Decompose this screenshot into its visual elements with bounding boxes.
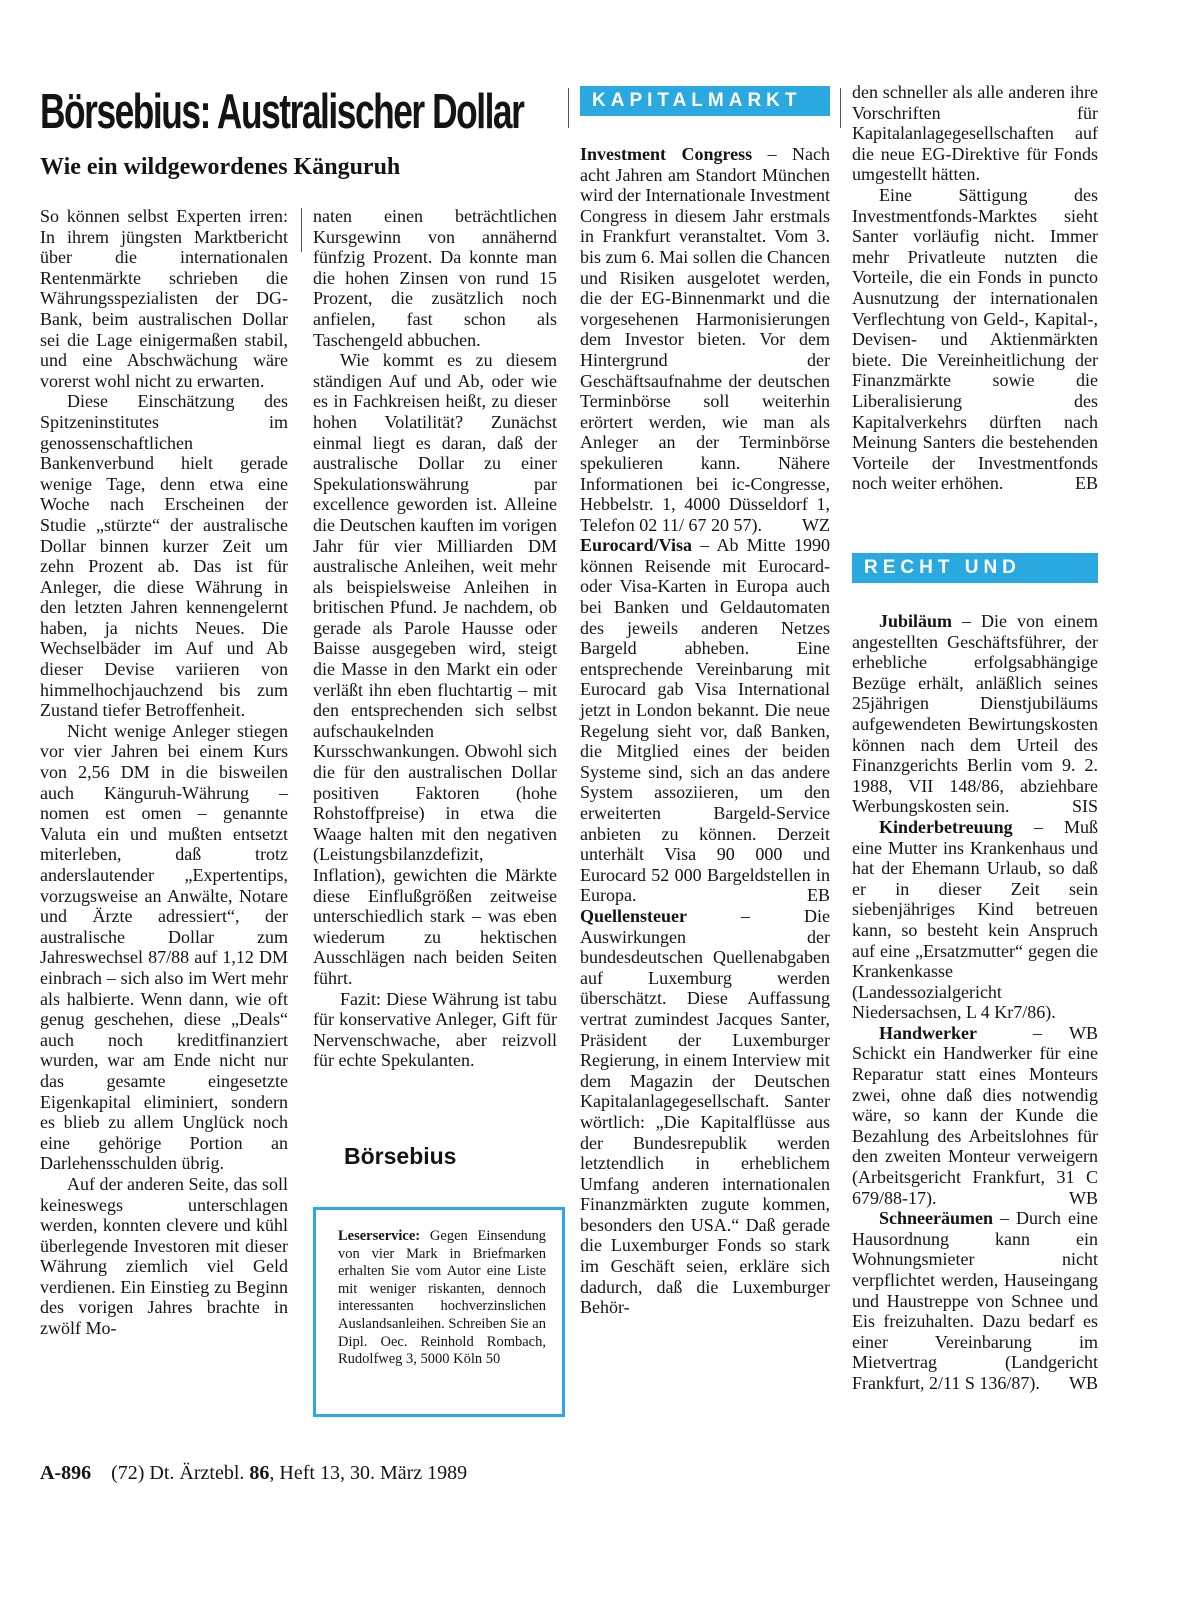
volume-number: 86 — [249, 1462, 270, 1484]
news-head: Handwerker — [879, 1022, 977, 1043]
news-head: Quellensteuer — [580, 905, 687, 926]
paragraph: Nicht wenige Anleger stiegen vor vier Jahren bei einem Kurs von 2,56 DM in die bisweilen auch Känguruh-Währung – nomen est omen – genannte Valuta ein und mußten entsetzt miterleben, daß trotz anderslautender „Expertentips, vorzugsweise an Anwälte, Notare und Ärzte adressiert“, der australische Dollar zum Jahreswechsel 87/88 auf 1,12 DM einbrach – sich also im Wert mehr als halbierte. Wenn dann, wie oft genug geschehen, diese „Deals“ auch noch kreditfinanziert wurden, war am Ende nicht nur das gesamte eingesetzte Eigenkapital eliminiert, sondern es blieb zu allem Unglück noch eine gehörige Portion an Darlehensschulden übrig. — [40, 720, 288, 1174]
paragraph: So können selbst Experten irren: In ihrem jüngsten Marktbericht über die internationalen Rentenmärkte schrieben die Währungsspezialisten der DG-Bank, beim australischen Dollar sei die Lage einigermaßen stabil, und eine Abschwächung wäre vorerst wohl nicht zu erwarten. — [40, 206, 288, 391]
author-initials: WB — [1069, 1187, 1098, 1208]
news-item — [580, 535, 830, 906]
author-initials: EB — [806, 885, 830, 906]
news-item — [852, 1208, 1098, 1393]
paragraph: Fazit: Diese Währung ist tabu für konservative Anleger, Gift für Nervenschwache, aber reizvoll für echte Spekulanten. — [313, 988, 557, 1071]
article-title: Börsebius: Australischer Dollar — [40, 85, 524, 139]
news-text: – Ab Mitte 1990 können Reisende mit Eurocard- oder Visa-Karten in Europa auch bei Banken und Geldautomaten des jeweils anderen Netzes Bargeld abheben. Eine entsprechende Vereinbarung mit Eurocard gab Visa International jetzt in London bekannt. Die neue Regelung sieht vor, daß Banken, die Mitglied eines der beiden Systeme sind, sich an das andere System assoziieren, um den erweiterten Bargeld-Service anbieten zu können. Derzeit unterhält Visa 90 000 und Eurocard 52 000 Bargeldstellen in Europa. — [580, 535, 830, 906]
author-initials: WZ — [802, 514, 830, 535]
news-item — [580, 144, 830, 535]
news-head: Kinderbetreuung — [879, 816, 1013, 837]
news-text: – Durch eine Hausordnung kann ein Wohnungsmieter nicht verpflichtet werden, Hauseingang und Haustreppe von Schnee und Eis freizuhalten. Dazu bedarf es einer Vereinbarung im Mietvertrag (Landgericht Frankfurt, 2/11 S 136/87). — [852, 1208, 1098, 1393]
column-1 — [40, 206, 288, 1339]
reader-service-box — [313, 1207, 565, 1417]
page-number: A-896 — [40, 1462, 92, 1484]
paragraph: Auf der anderen Seite, das soll keineswegs unterschlagen werden, konnten clevere und kühl überlegende Investoren mit dieser Währung ziemlich viel Geld verdienen. Ein Einstieg zu Beginn des vorigen Jahres brachte in zwölf Mo- — [40, 1173, 288, 1339]
reader-service-text: Gegen Einsendung von vier Mark in Briefmarken erhalten Sie vom Autor eine Liste mit weniger riskanten, dennoch interessanten hochverzinslichen Auslandsanleihen. Schreiben Sie an Dipl. Oec. Reinhold Rombach, Rudolfweg 3, 5000 Köln 50 — [338, 1228, 546, 1368]
news-text: – Schickt ein Handwerker für eine Reparatur statt eines Monteurs zwei, ohne daß dies notwendig wäre, so kann der Kunde die Bezahlung des Arbeitslohnes für den zweiten Monteur verweigern (Arbeitsgericht Frankfurt, 31 C 679/88-17). — [852, 1022, 1098, 1208]
author-initials: EB — [1074, 473, 1098, 494]
news-text: – Die von einem angestellten Geschäftsführer, der erhebliche erfolgsabhängige Bezüge erhält, anläßlich seines 25jährigen Dienstjubiläums aufgewendeten Bewirtungskosten können nach dem Urteil des Finanzgerichts Berlin vom 9. 2. 1988, VII 148/86, abziehbare Werbungskosten sein. — [852, 611, 1098, 817]
source-label: (72) Dt. Ärztebl. — [111, 1462, 245, 1484]
news-text: – Nach acht Jahren am Standort München wird der Internationale Investment Congress in diesem Jahr erstmals in Frankfurt veranstaltet. Vom 3. bis zum 6. Mai sollen die Chancen und Risiken ausgelotet werden, die der EG-Binnenmarkt und die vorgesehenen Harmonisierungen dem Investor bieten. Vor dem Hintergrund der Geschäftsaufnahme der deutschen Terminbörse soll weiterhin erörtert werden, wie man als Anleger an der Terminbörse spekulieren kann. Nähere Informationen bei ic-Congresse, Hebbelstr. 1, 4000 Düsseldorf 1, Telefon 02 11/ 67 20 57). — [580, 144, 830, 535]
column-divider — [840, 88, 841, 128]
news-head: Investment Congress — [580, 144, 753, 164]
column-4-lower — [852, 611, 1098, 1394]
author-name: Börsebius — [344, 1143, 457, 1169]
article-subtitle: Wie ein wildgewordenes Känguruh — [40, 154, 401, 180]
column-divider — [568, 88, 569, 128]
column-divider — [301, 208, 302, 252]
column-2 — [313, 206, 557, 1071]
paragraph-text: Eine Sättigung des Investmentfonds-Marktes sieht Santer vorläufig nicht. Immer mehr Privatleute nutzten die Vorteile, die ein Fonds in puncto Ausnutzung der internationalen Verflechtung von Geld-, Kapital-, Devisen- und Aktienmärkten biete. Die Vereinheitlichung der Finanzmärkte sowie die Liberalisierung des Kapitalverkehrs dürften nach Meinung Santers die bestehenden Vorteile der Investmentfonds noch weiter erhöhen. — [852, 184, 1098, 494]
news-head: Jubiläum — [879, 611, 953, 631]
reader-service-head: Leserservice: — [338, 1228, 421, 1244]
page-footer — [40, 1462, 467, 1485]
news-item — [852, 611, 1098, 817]
author-initials: WB — [1069, 1022, 1098, 1043]
section-band-recht-und-steuer: RECHT UND STEUER — [852, 553, 1098, 583]
news-text: – Die Auswirkungen der bundesdeutschen Quellenabgaben auf Luxemburg werden überschätzt. Diese Auffassung vertrat zumindest Jacques Santer, Präsident der Luxemburger Regierung, in einem Interview mit dem Magazin der Deutschen Kapitalanlagegesellschaft. Santer wörtlich: „Die Kapitalflüsse aus der Bundesrepublik werden letztendlich in erheblichem Umfang anderen internationalen Finanzmärkten zugute kommen, besonders den USA.“ Daß gerade die Luxemburger Fonds so stark im Geschäft seien, erkläre sich dadurch, daß die Luxemburger Behör- — [580, 905, 830, 1318]
author-initials: WB — [1069, 1372, 1098, 1393]
news-text: – Muß eine Mutter ins Krankenhaus und hat der Ehemann Urlaub, so daß er in dieser Zeit sein siebenjähriges Kind betreuen kann, so besteht kein Anspruch auf eine „Ersatzmutter“ gegen die Krankenkasse (Landessozialgericht Niedersachsen, L 4 Kr7/86). — [852, 816, 1098, 1023]
section-band-kapitalmarkt: KAPITALMARKT — [580, 86, 830, 116]
column-4 — [852, 82, 1098, 494]
news-head: Eurocard/Visa — [580, 535, 693, 556]
paragraph — [852, 185, 1098, 494]
paragraph: den schneller als alle anderen ihre Vorschriften für Kapitalanlagegesellschaften auf die neue EG-Direktive für Fonds umgestellt hätten. — [852, 82, 1098, 185]
paragraph: naten einen beträchtlichen Kursgewinn von annähernd fünfzig Prozent. Da konnte man die hohen Zinsen von rund 15 Prozent, die zusätzlich noch anfielen, fast schon als Taschengeld abbuchen. — [313, 206, 557, 350]
paragraph: Wie kommt es zu diesem ständigen Auf und Ab, oder wie es in Fachkreisen heißt, zu dieser hohen Volatilität? Zunächst einmal liegt es daran, daß der australische Dollar zu einer Spekulationswährung par excellence geworden ist. Alleine die Deutschen kauften im vorigen Jahr für vier Milliarden DM australische Anleihen, weit mehr als beispielsweise Anleihen in britischen Pfund. Je nachdem, ob gerade als Parole Hausse oder Baisse ausgegeben wird, steigt die Masse in den Markt ein oder verläßt ihn eben fluchtartig – mit den entsprechenden sich selbst aufschaukelnden Kursschwankungen. Obwohl sich die für den australischen Dollar positiven Faktoren (hohe Rohstoffpreise) in etwa die Waage halten mit den negativen (Leistungsbilanzdefizit, Inflation), gewichten die Märkte diese Einflußgrößen zeitweise unterschiedlich stark – was eben wiederum zu hektischen Ausschlägen nach beiden Seiten führt. — [313, 350, 557, 988]
issue-date: , Heft 13, 30. März 1989 — [269, 1462, 468, 1484]
author-initials: SIS — [1071, 796, 1098, 817]
news-head: Schneeräumen — [879, 1208, 993, 1229]
news-item — [852, 1023, 1098, 1208]
paragraph: Diese Einschätzung des Spitzeninstitutes im genossenschaftlichen Bankenverbund hielt gerade wenige Tage, denn etwa eine Woche nach Erscheinen der Studie „stürzte“ der australische Dollar binnen kurzer Zeit um zehn Prozent ab. Das ist für Anleger, die diese Währung in den letzten Jahren kennengelernt haben, ja nichts Neues. Die Wechselbäder im Auf und Ab dieser Devise variieren von himmelhochjauchzend bis zum Zustand tiefer Betroffenheit. — [40, 391, 288, 721]
news-item — [580, 906, 830, 1318]
column-3 — [580, 144, 830, 1318]
